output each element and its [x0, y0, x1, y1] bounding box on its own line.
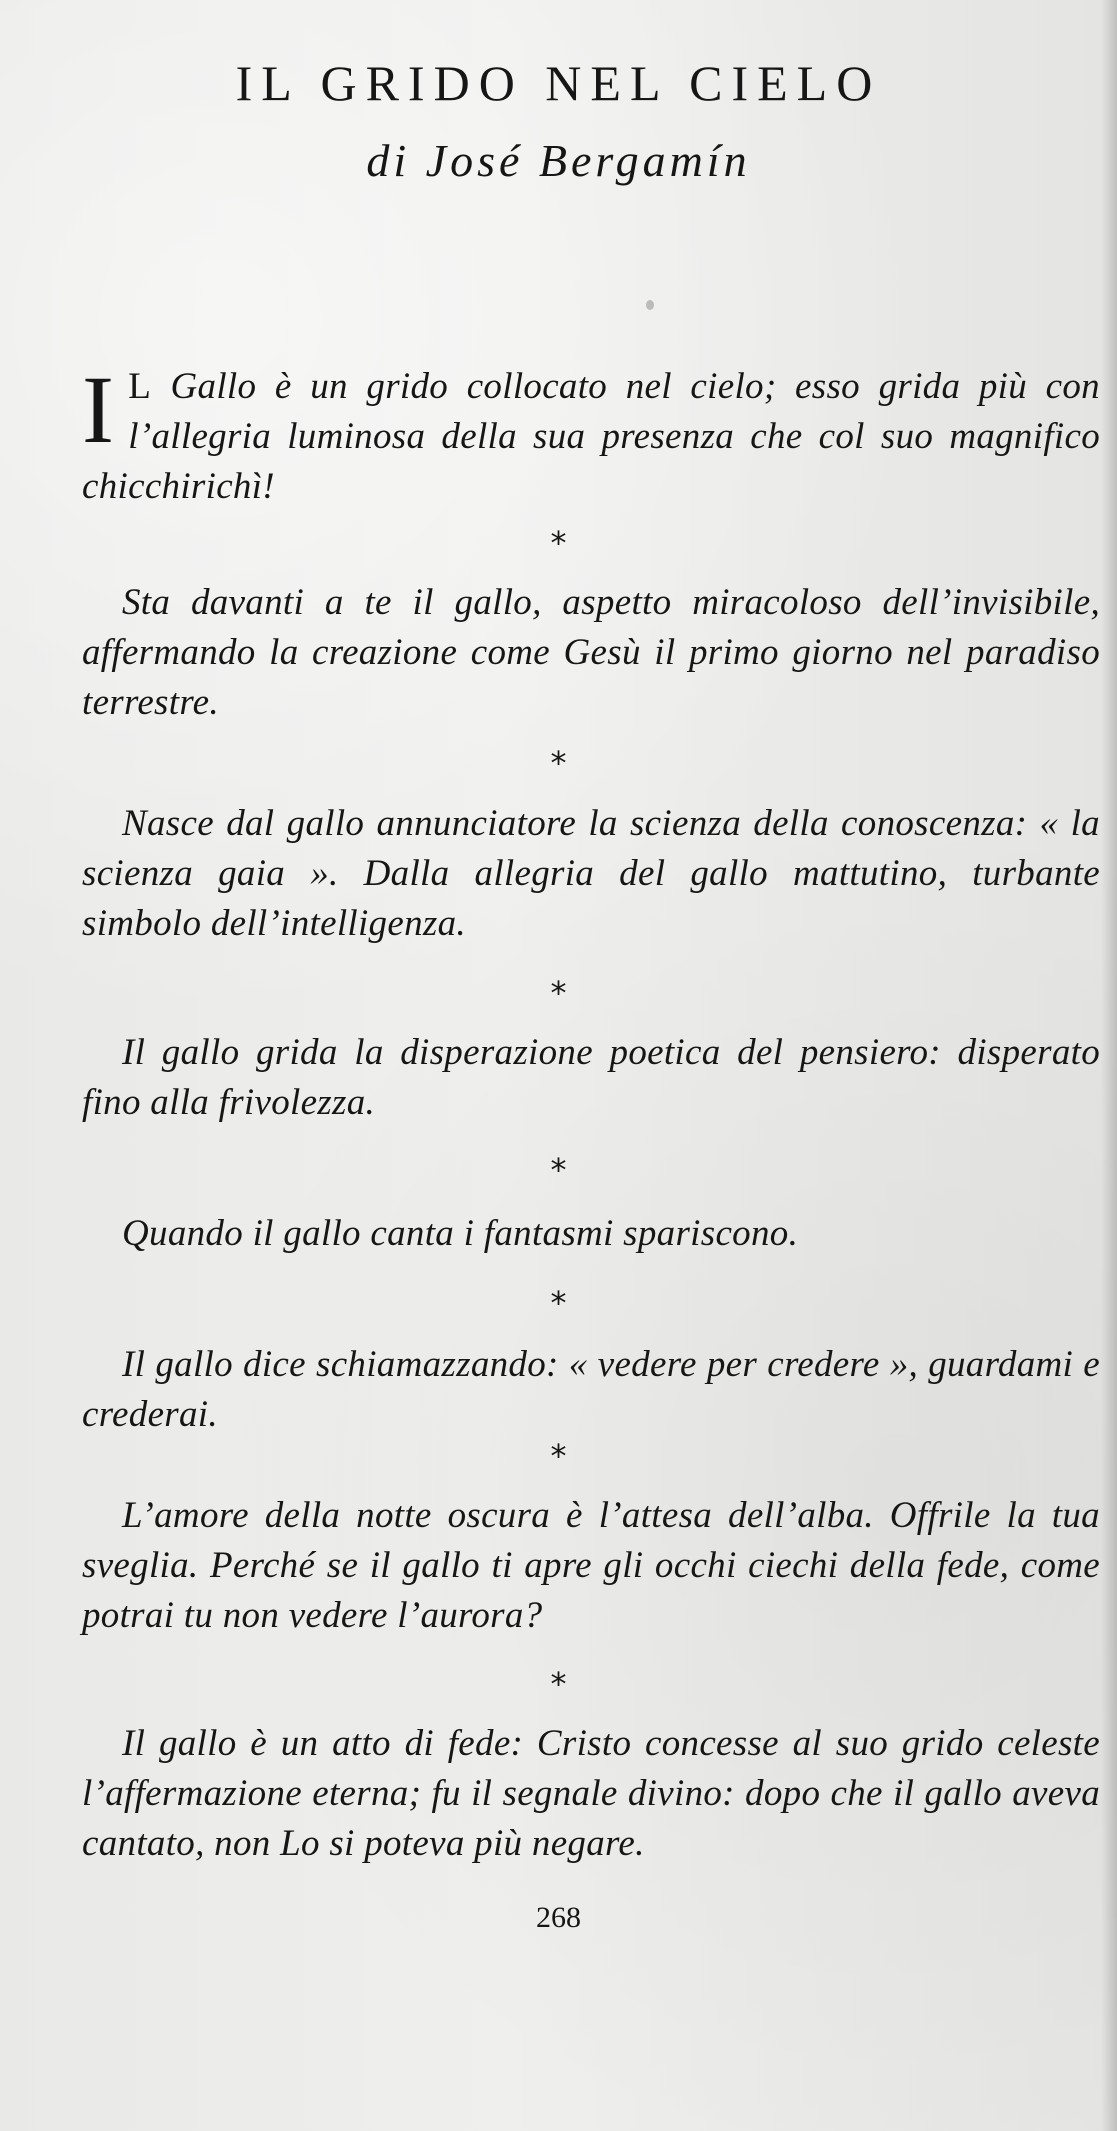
essay-author: di José Bergamín: [366, 135, 751, 186]
page-number: 268: [536, 1901, 581, 1934]
page-edge-shadow: [1101, 0, 1117, 2131]
paragraph-7: L’amore della notte oscura è l’attesa dell’alba. Offrile la tua sveglia. Perché se il gallo ti apre gli occhi ciechi della fede, come potrai tu non vedere l’aurora?: [82, 1495, 1100, 1636]
paragraph-6: Il gallo dice schiamazzando: « vedere per credere », guardami e crederai.: [82, 1344, 1100, 1435]
paragraph-8: Il gallo è un atto di fede: Cristo concesse al suo grido celeste l’affermazione eterna; fu il segnale divino: dopo che il gallo aveva cantato, non Lo si poteva più negare.: [82, 1723, 1100, 1864]
separator-star-5: *: [550, 1284, 567, 1322]
paragraph-1: [82, 356, 1100, 512]
separator-star-2: *: [550, 744, 567, 782]
separator-star-3: *: [550, 974, 567, 1012]
lead-letters: L: [128, 366, 152, 407]
separator-star-1: *: [550, 524, 567, 562]
essay-title: IL GRIDO NEL CIELO: [235, 55, 882, 111]
paragraph-4: Il gallo grida la disperazione poetica del pensiero: disperato fino alla frivolezza.: [82, 1032, 1100, 1123]
separator-star-6: *: [550, 1437, 567, 1475]
separator-star-4: *: [550, 1151, 567, 1189]
ink-smudge: [646, 300, 654, 310]
separator-star-7: *: [550, 1665, 567, 1703]
paragraph-2: Sta davanti a te il gallo, aspetto miracoloso dell’invisibile, affermando la creazione come Gesù il primo giorno nel paradiso terrestre.: [82, 582, 1100, 723]
paragraph-5: Quando il gallo canta i fantasmi spariscono.: [122, 1213, 799, 1254]
paragraph-3: Nasce dal gallo annunciatore la scienza della conoscenza: « la scienza gaia ». Dalla allegria del gallo mattutino, turbante simbolo dell’intelligenza.: [82, 803, 1100, 944]
drop-cap: I: [82, 356, 115, 463]
paragraph-1-text: Gallo è un grido collocato nel cielo; esso grida più con l’allegria luminosa della sua presenza che col suo magnifico chicchirichì!: [82, 366, 1100, 507]
